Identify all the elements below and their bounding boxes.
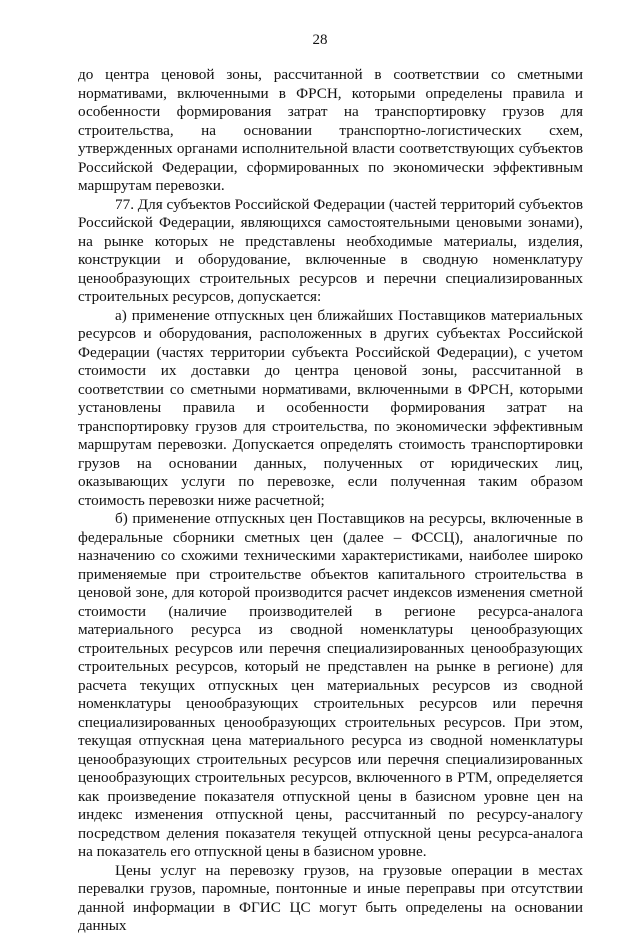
paragraph-subitem-a: а) применение отпускных цен ближайших Поставщиков материальных ресурсов и оборудования, расположенных в других субъектах Российской Федерации (частях территории субъекта Российской Федерации), с учетом стоимости их доставки до центра ценовой зоны, рассчитанной в соответствии со сметными нормативами, включенными в ФРСН, которыми установлены правила и особенности формирования затрат на транспортировку грузов для строительства, по экономически эффективным маршрутам перевозки. Допускается определять стоимость транспортировки грузов на основании данных, полученных от юридических лиц, оказывающих услуги по перевозке, если полученная таким образом стоимость перевозки ниже расчетной;: [78, 306, 583, 509]
paragraph-continuation: до центра ценовой зоны, рассчитанной в соответствии со сметными нормативами, включенными в ФРСН, которыми определены правила и особенности формирования затрат на транспортировку грузов для строительства, на основании транспортно-логистических схем, утвержденных органами исполнительной власти соответствующих субъектов Российской Федерации, сформированных по экономически эффективным маршрутам перевозки.: [78, 66, 583, 194]
document-body: [78, 66, 583, 936]
page-number: 28: [312, 32, 328, 48]
paragraph-subitem-b: б) применение отпускных цен Поставщиков на ресурсы, включенные в федеральные сборники сметных цен (далее – ФССЦ), аналогичные по назначению со схожими техническими характеристиками, наиболее широко применяемые при строительстве объектов капитального строительства в ценовой зоне, для которой производится расчет индексов изменения сметной стоимости (наличие производителей в регионе ресурса-аналога материального ресурса из сводной номенклатуры ценообразующих строительных ресурсов или перечня специализированных ценообразующих строительных ресурсов, который не представлен на рынке в регионе) для расчета текущих отпускных цен материальных ресурсов из сводной номенклатуры ценообразующих строительных ресурсов или перечня специализированных ценообразующих строительных ресурсов. При этом, текущая отпускная цена материального ресурса из сводной номенклатуры ценообразующих строительных ресурсов или перечня специализированных ценообразующих строительных ресурсов, включенного в РТМ, определяется как произведение показателя отпускной цены в базисном уровне цен на индекс изменения отпускной цены, рассчитанный по ресурсу-аналогу посредством деления показателя текущей отпускной цены ресурса-аналога на показатель его отпускной цены в базисном уровне.: [78, 510, 583, 860]
paragraph-item-77: 77. Для субъектов Российской Федерации (частей территорий субъектов Российской Федерации, являющихся самостоятельными ценовыми зонами), на рынке которых не представлены необходимые материалы, изделия, конструкции и оборудование, включенные в сводную номенклатуру ценообразующих строительных ресурсов и перечни специализированных строительных ресурсов, допускается:: [78, 195, 583, 305]
paragraph-transport-prices: Цены услуг на перевозку грузов, на грузовые операции в местах перевалки грузов, паромные, понтонные и иные переправы при отсутствии данной информации в ФГИС ЦС могут быть определены на основании данных: [78, 861, 583, 934]
